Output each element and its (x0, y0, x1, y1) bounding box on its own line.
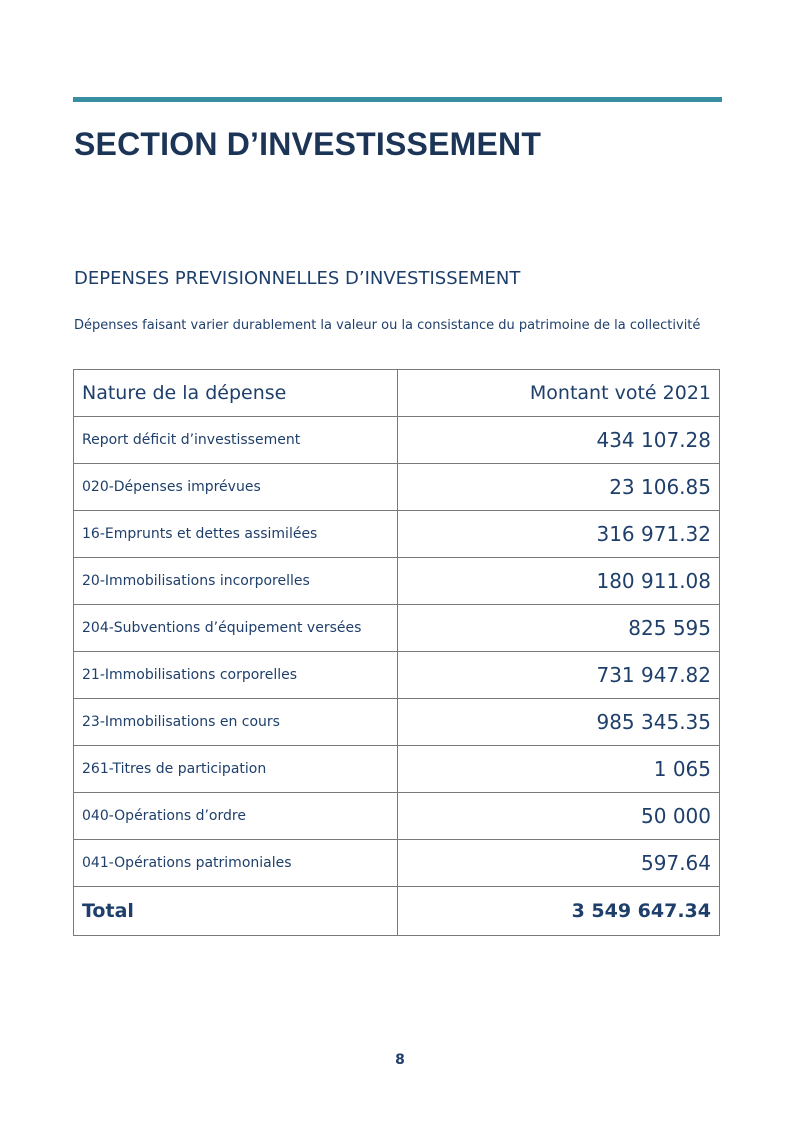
table-row (74, 511, 720, 558)
row-label: 21-Immobilisations corporelles (74, 652, 398, 699)
row-amount: 985 345.35 (398, 699, 720, 746)
row-label: 020-Dépenses imprévues (74, 464, 398, 511)
total-amount: 3 549 647.34 (398, 887, 720, 936)
row-amount: 23 106.85 (398, 464, 720, 511)
row-amount: 1 065 (398, 746, 720, 793)
total-label: Total (74, 887, 398, 936)
row-amount: 731 947.82 (398, 652, 720, 699)
page-number: 8 (395, 1052, 405, 1068)
section-title: SECTION D’INVESTISSEMENT (74, 126, 542, 162)
subsection-title: DEPENSES PREVISIONNELLES D’INVESTISSEMENT (74, 268, 521, 289)
row-label: 204-Subventions d’équipement versées (74, 605, 398, 652)
column-header-amount: Montant voté 2021 (398, 370, 720, 417)
row-label: 040-Opérations d’ordre (74, 793, 398, 840)
row-label: 041-Opérations patrimoniales (74, 840, 398, 887)
table-row (74, 464, 720, 511)
row-label: 20-Immobilisations incorporelles (74, 558, 398, 605)
row-label: 261-Titres de participation (74, 746, 398, 793)
table-row (74, 417, 720, 464)
description: Dépenses faisant varier durablement la valeur ou la consistance du patrimoine de la collectivité (74, 318, 701, 333)
row-amount: 50 000 (398, 793, 720, 840)
row-amount: 316 971.32 (398, 511, 720, 558)
table-header-row (74, 370, 720, 417)
table-row (74, 746, 720, 793)
total-row (74, 887, 720, 936)
row-amount: 434 107.28 (398, 417, 720, 464)
row-amount: 180 911.08 (398, 558, 720, 605)
table-row (74, 558, 720, 605)
table-row (74, 699, 720, 746)
row-label: 16-Emprunts et dettes assimilées (74, 511, 398, 558)
row-label: 23-Immobilisations en cours (74, 699, 398, 746)
table-row (74, 605, 720, 652)
top-accent-rule (73, 97, 722, 102)
table-row (74, 652, 720, 699)
table-row (74, 793, 720, 840)
row-amount: 825 595 (398, 605, 720, 652)
row-label: Report déficit d’investissement (74, 417, 398, 464)
column-header-nature: Nature de la dépense (74, 370, 398, 417)
budget-table (73, 369, 720, 936)
row-amount: 597.64 (398, 840, 720, 887)
table-row (74, 840, 720, 887)
